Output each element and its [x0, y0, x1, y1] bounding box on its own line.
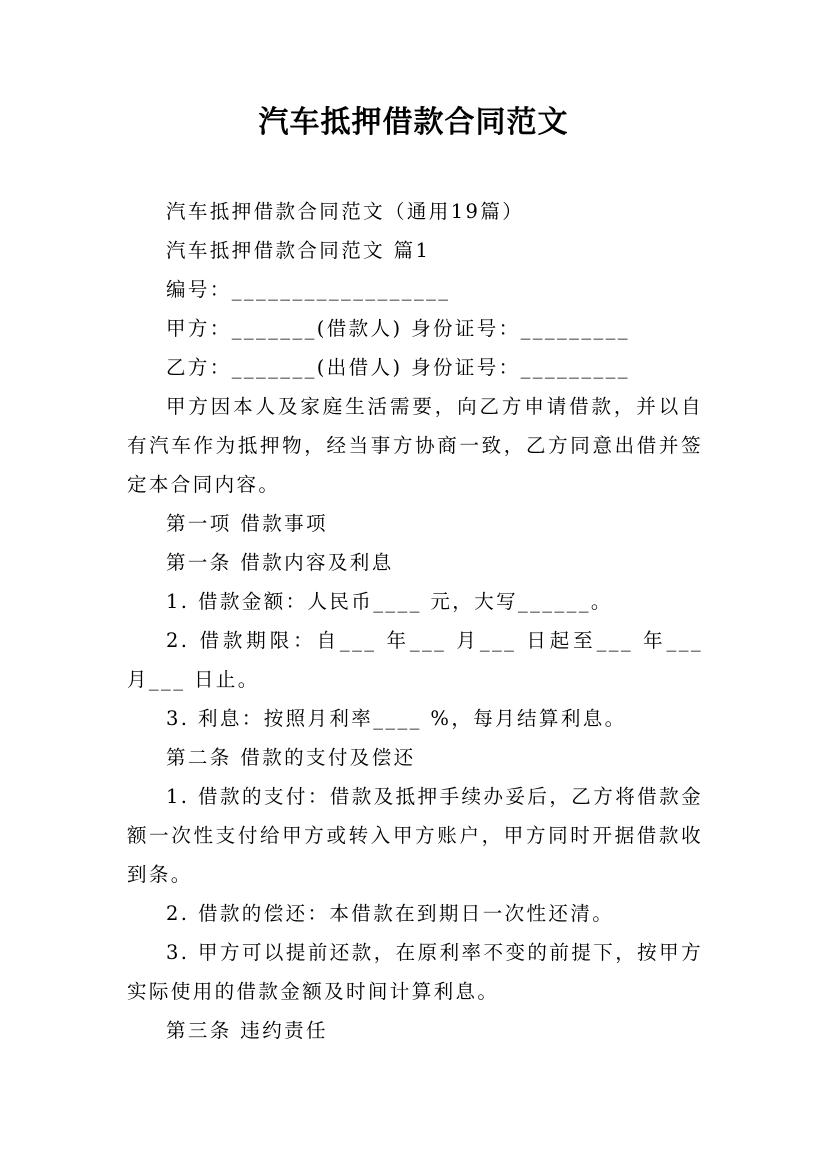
paragraph-party-a: 甲方：_______(借款人) 身份证号：_________ [166, 317, 630, 340]
paragraph-preamble: 甲方因本人及家庭生活需要，向乙方申请借款，并以自有汽车作为抵押物，经当事方协商一致，乙方同意出借并签定本合同内容。 [127, 395, 703, 496]
paragraph-loan-repayment: 2. 借款的偿还：本借款在到期日一次性还清。 [166, 902, 615, 925]
paragraph-interest: 3. 利息：按照月利率____ %，每月结算利息。 [166, 707, 627, 730]
paragraph-party-b: 乙方：_______(出借人) 身份证号：_________ [166, 356, 630, 379]
paragraph-item-heading: 第一项 借款事项 [166, 512, 328, 535]
paragraph-subtitle: 汽车抵押借款合同范文（通用19篇） [166, 200, 525, 223]
paragraph-loan-term: 2. 借款期限：自___ 年___ 月___ 日起至___ 年___ 月___ 日止。 [127, 629, 703, 691]
paragraph-contract-number: 编号：__________________ [166, 278, 451, 301]
paragraph-loan-amount: 1. 借款金额：人民币____ 元，大写______。 [166, 590, 613, 613]
document-title: 汽车抵押借款合同范文 [258, 105, 569, 140]
paragraph-article-2-heading: 第二条 借款的支付及偿还 [166, 746, 416, 769]
paragraph-loan-payment: 1. 借款的支付：借款及抵押手续办妥后，乙方将借款金额一次性支付给甲方或转入甲方账户，甲方同时开据借款收到条。 [127, 785, 703, 886]
paragraph-early-repayment: 3. 甲方可以提前还款，在原利率不变的前提下，按甲方实际使用的借款金额及时间计算利息。 [127, 941, 703, 1003]
paragraph-article-3-heading: 第三条 违约责任 [166, 1019, 328, 1042]
paragraph-section-heading: 汽车抵押借款合同范文 篇1 [166, 239, 431, 262]
paragraph-article-1-heading: 第一条 借款内容及利息 [166, 551, 394, 574]
document-body [127, 192, 703, 1050]
